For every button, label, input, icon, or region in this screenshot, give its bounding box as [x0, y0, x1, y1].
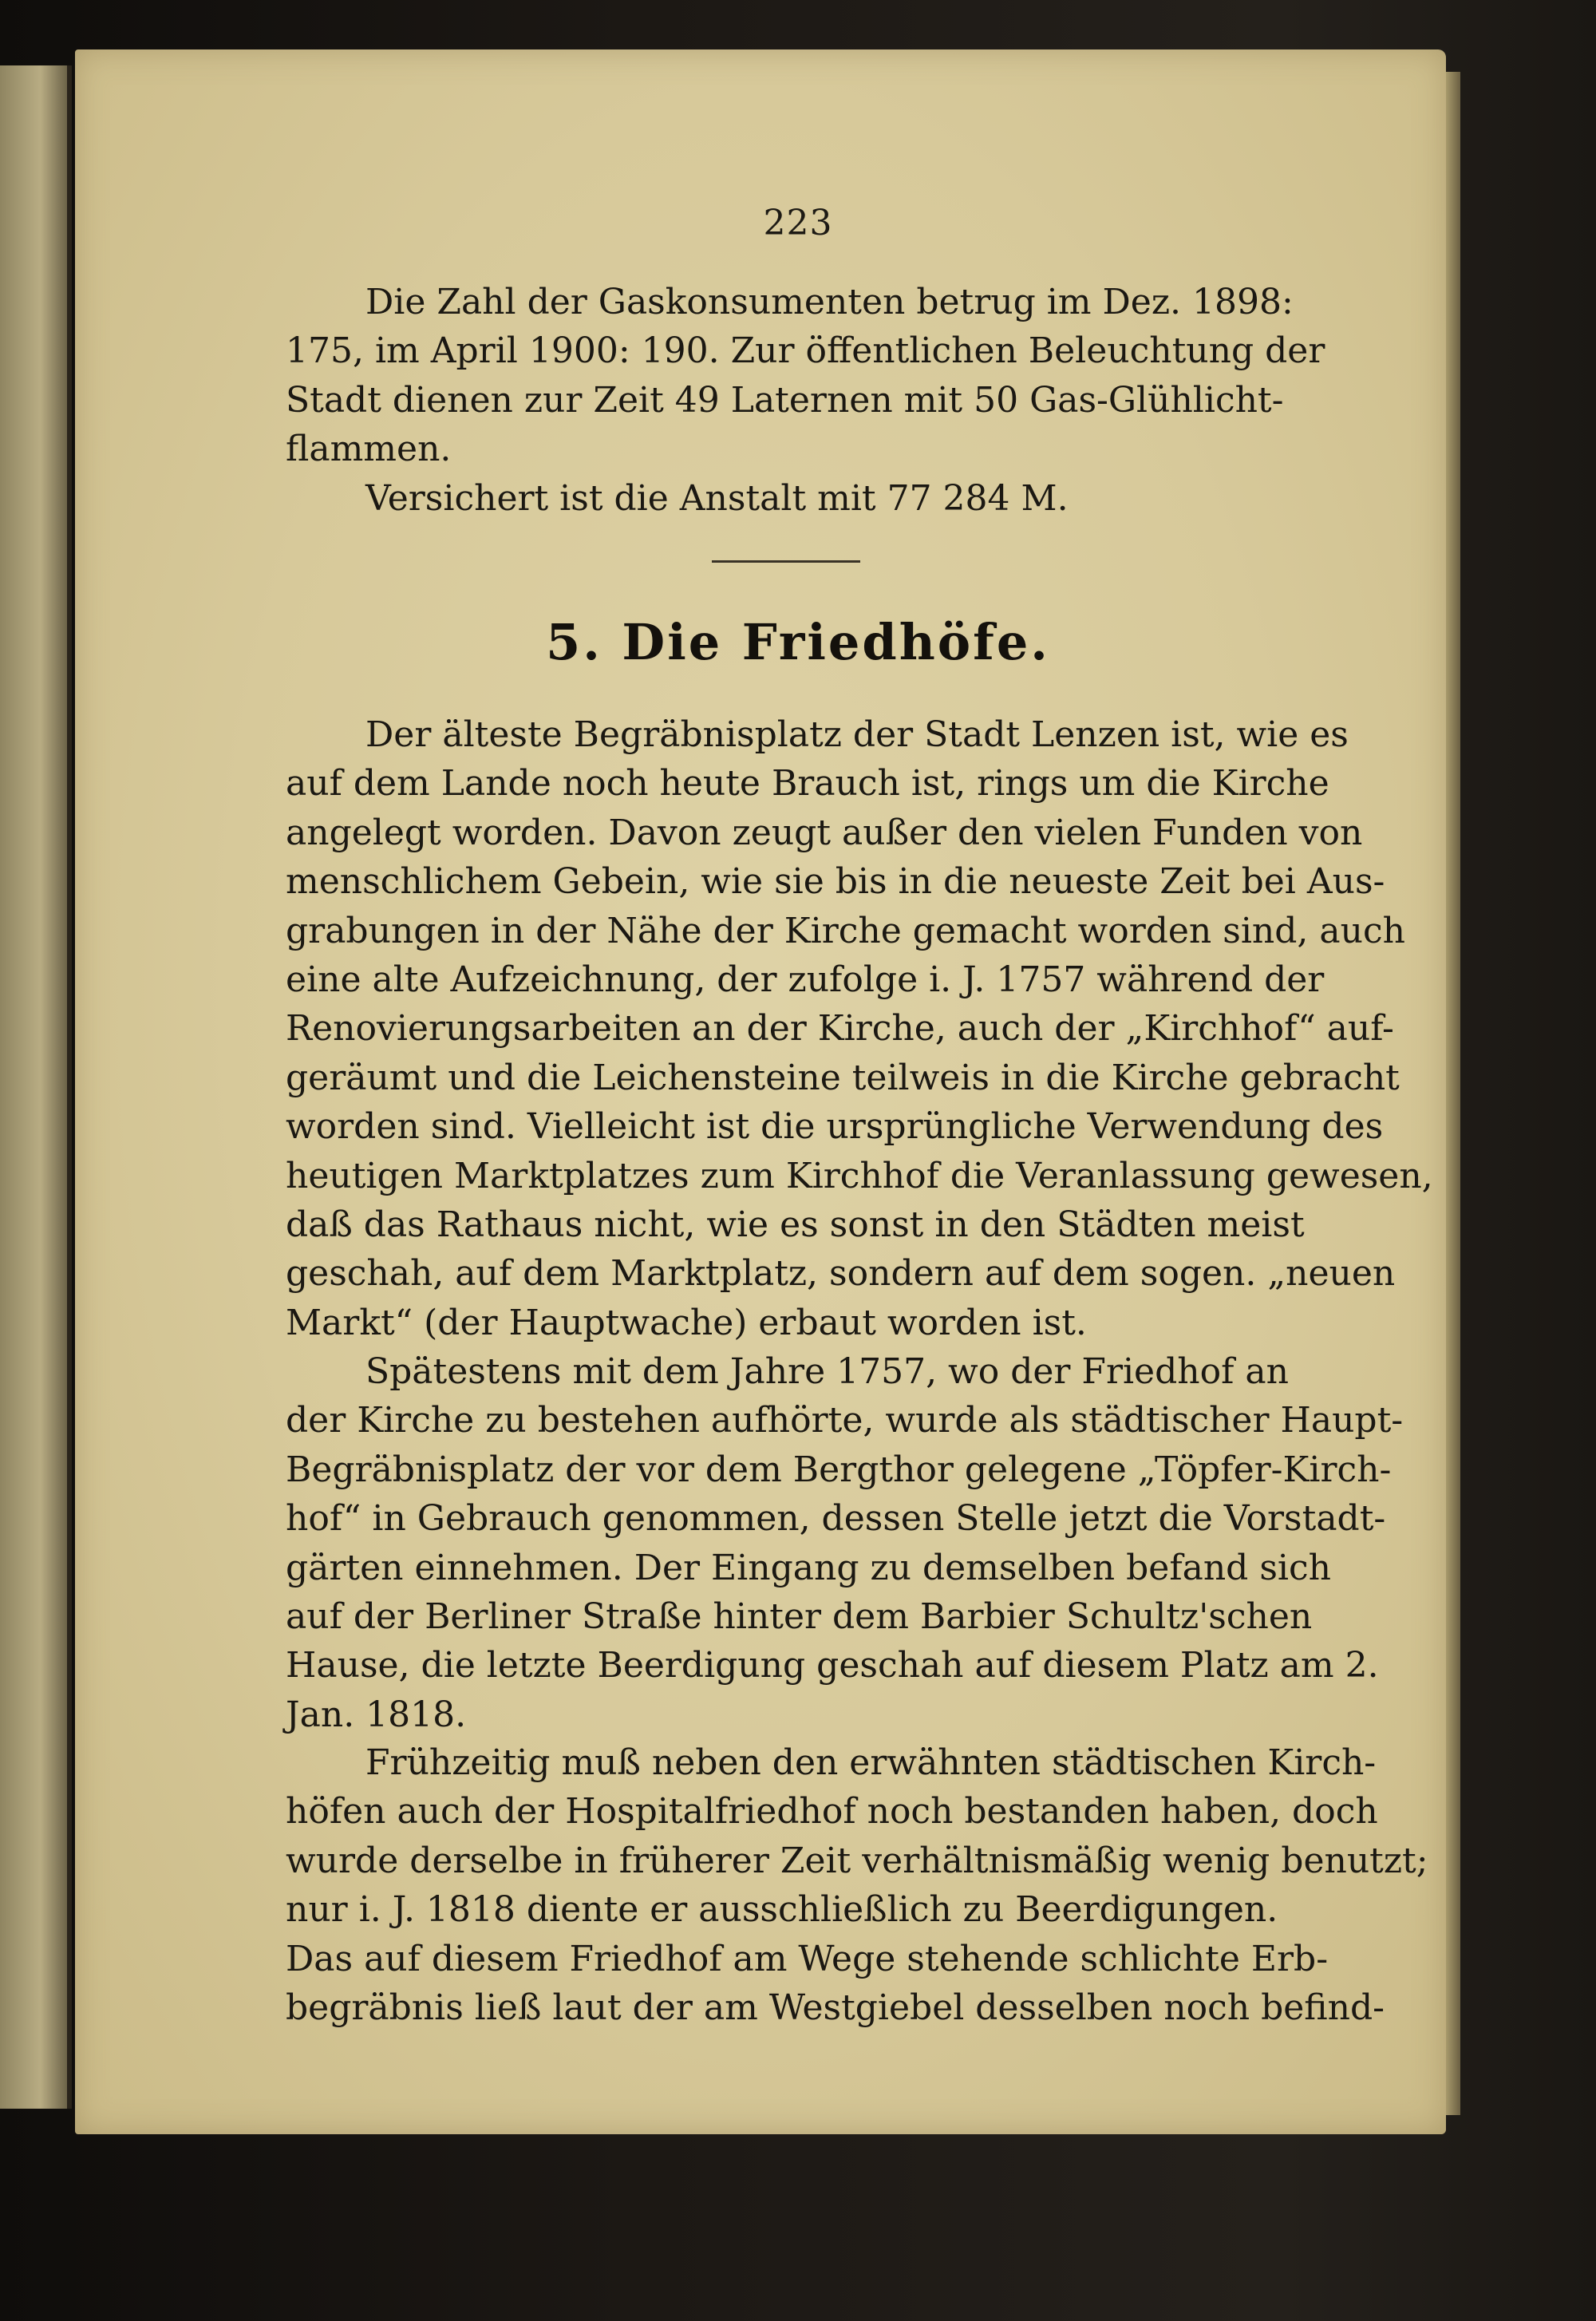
text-line: angelegt worden. Davon zeugt außer den vielen Funden von: [286, 812, 1363, 853]
text-line: der Kirche zu bestehen aufhörte, wurde als städtischer Haupt-: [286, 1400, 1404, 1441]
text-line: flammen.: [286, 429, 452, 470]
text-line: daß das Rathaus nicht, wie es sonst in den Städten meist: [286, 1204, 1305, 1246]
text-line: auf dem Lande noch heute Brauch ist, rings um die Kirche: [286, 763, 1329, 805]
text-line: gärten einnehmen. Der Eingang zu demselben befand sich: [286, 1547, 1331, 1588]
text-line: geräumt und die Leichensteine teilweis in die Kirche gebracht: [286, 1057, 1400, 1098]
text-line: eine alte Aufzeichnung, der zufolge i. J. 1757 während der: [286, 959, 1325, 1001]
text-line: Das auf diesem Friedhof am Wege stehende schlichte Erb-: [286, 1938, 1329, 1979]
paragraph-1: [286, 710, 1433, 1347]
page-stack-edge: [1446, 72, 1460, 2115]
section-heading: 5. Die Friedhöfe.: [546, 613, 1050, 671]
text-line: hof“ in Gebrauch genommen, dessen Stelle jetzt die Vorstadt-: [286, 1498, 1386, 1540]
text-line: Spätestens mit dem Jahre 1757, wo der Friedhof an: [365, 1351, 1289, 1392]
text-line: Renovierungsarbeiten an der Kirche, auch der „Kirchhof“ auf-: [286, 1008, 1394, 1050]
text-line: Der älteste Begräbnisplatz der Stadt Lenzen ist, wie es: [365, 714, 1349, 755]
text-line: menschlichem Gebein, wie sie bis in die neueste Zeit bei Aus-: [286, 861, 1385, 903]
text-line: Versichert ist die Anstalt mit 77 284 M.: [365, 478, 1069, 519]
section-divider: [712, 560, 860, 563]
paragraph-2: [286, 1347, 1404, 1739]
text-line: Begräbnisplatz der vor dem Bergthor gelegene „Töpfer-Kirch-: [286, 1449, 1392, 1490]
text-line: geschah, auf dem Marktplatz, sondern auf dem sogen. „neuen: [286, 1253, 1396, 1295]
insured-paragraph: [286, 474, 1243, 523]
text-line: Stadt dienen zur Zeit 49 Laternen mit 50 Gas-Glühlicht-: [286, 379, 1284, 421]
text-line: worden sind. Vielleicht ist die ursprüngliche Verwendung des: [286, 1106, 1384, 1148]
text-line: Die Zahl der Gaskonsumenten betrug im Dez. 1898:: [365, 282, 1294, 322]
previous-page-edge: [0, 65, 72, 2109]
text-line: höfen auch der Hospitalfriedhof noch bestanden haben, doch: [286, 1791, 1378, 1833]
text-line: Markt“ (der Hauptwache) erbaut worden ist.: [286, 1302, 1087, 1343]
text-line: heutigen Marktplatzes zum Kirchhof die Veranlassung gewesen,: [286, 1155, 1433, 1196]
text-line: grabungen in der Nähe der Kirche gemacht worden sind, auch: [286, 910, 1405, 951]
text-line: nur i. J. 1818 diente er ausschließlich zu Beerdigungen.: [286, 1889, 1278, 1931]
paragraph-3: [286, 1738, 1428, 2032]
text-line: wurde derselbe in früherer Zeit verhältnismäßig wenig benutzt;: [286, 1840, 1428, 1881]
text-line: Jan. 1818.: [286, 1694, 467, 1735]
text-line: Frühzeitig muß neben den erwähnten städtischen Kirch-: [365, 1742, 1377, 1783]
text-line: auf der Berliner Straße hinter dem Barbier Schultz'schen: [286, 1596, 1313, 1638]
intro-paragraph: [286, 278, 1325, 474]
text-line: Hause, die letzte Beerdigung geschah auf diesem Platz am 2.: [286, 1645, 1379, 1686]
text-line: 175, im April 1900: 190. Zur öffentlichen Beleuchtung der: [286, 330, 1325, 372]
text-line: begräbnis ließ laut der am Westgiebel desselben noch befind-: [286, 1987, 1385, 2029]
page-number: 223: [763, 203, 833, 243]
